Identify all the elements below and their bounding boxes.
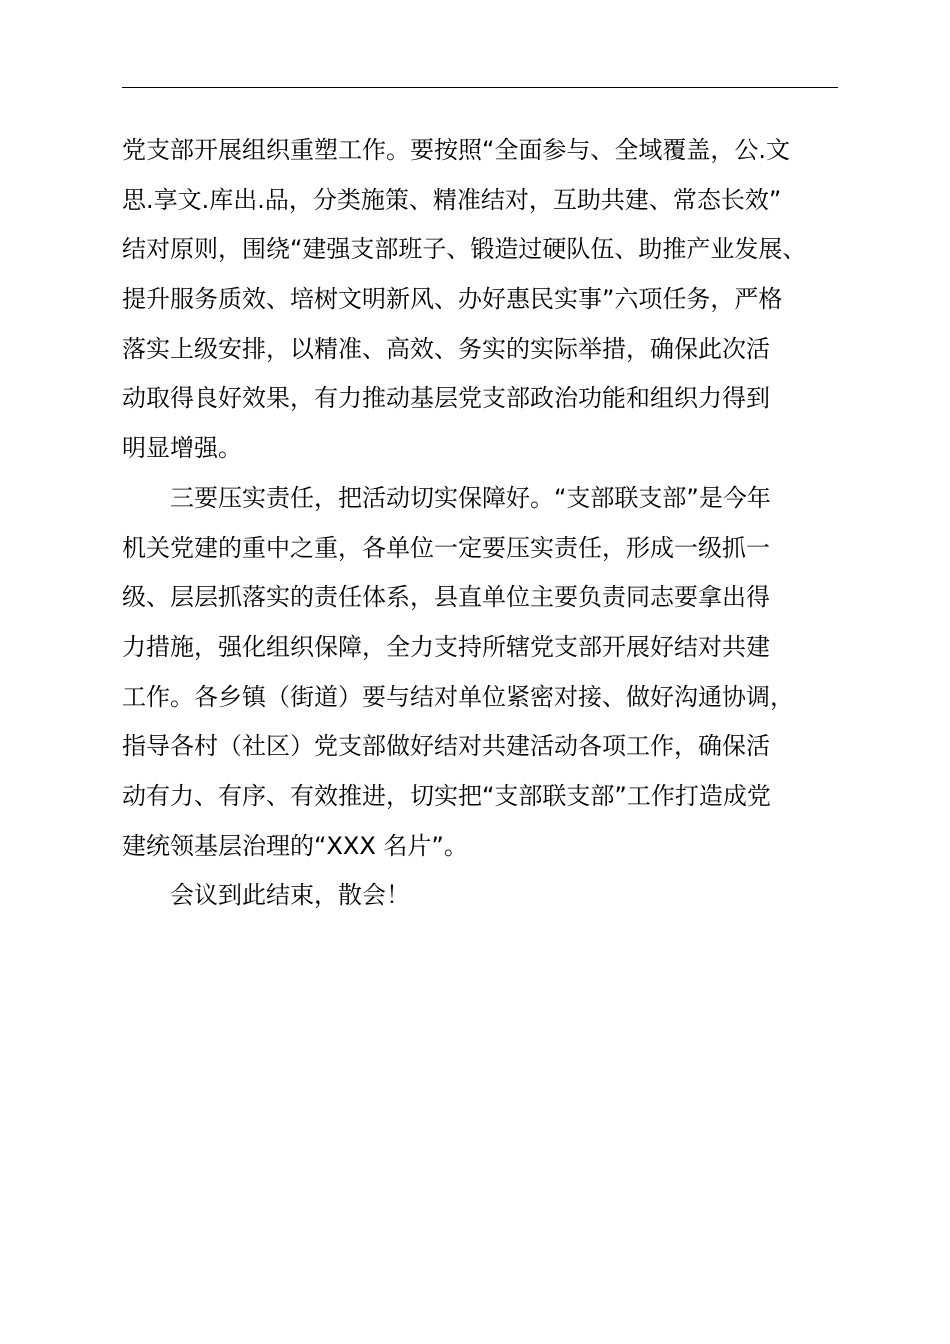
text-line: 指导各村（社区）党支部做好结对共建活动各项工作，确保活 xyxy=(122,732,770,761)
closing-line: 会议到此结束，散会！ xyxy=(170,881,410,910)
text-line: 工作。各乡镇（街道）要与结对单位紧密对接、做好沟通协调， xyxy=(122,682,794,711)
text-line: 机关党建的重中之重，各单位一定要压实责任，形成一级抓一 xyxy=(122,533,770,562)
text-line: 落实上级安排，以精准、高效、务实的实际举措，确保此次活 xyxy=(122,334,770,363)
document-body xyxy=(122,126,842,921)
text-line: 思.享文.库出.品，分类施策、精准结对，互助共建、常态长效” xyxy=(122,185,782,214)
text-line: 提升服务质效、培树文明新风、办好惠民实事”六项任务，严格 xyxy=(122,285,783,314)
text-line: 建统领基层治理的“XXX 名片”。 xyxy=(122,831,468,860)
text-line: 力措施，强化组织保障，全力支持所辖党支部开展好结对共建 xyxy=(122,632,770,661)
text-line: 党支部开展组织重塑工作。要按照“全面参与、全域覆盖，公.文 xyxy=(122,136,791,164)
text-line: 明显增强。 xyxy=(122,434,242,463)
header-rule xyxy=(122,87,838,88)
paragraph-start-line: 三要压实责任，把活动切实保障好。“支部联支部”是今年 xyxy=(170,483,771,512)
text-line: 级、层层抓落实的责任体系，县直单位主要负责同志要拿出得 xyxy=(122,583,770,612)
text-line: 结对原则，围绕“建强支部班子、锻造过硬队伍、助推产业发展、 xyxy=(122,235,807,264)
text-line: 动有力、有序、有效推进，切实把“支部联支部”工作打造成党 xyxy=(122,781,771,810)
text-line: 动取得良好效果，有力推动基层党支部政治功能和组织力得到 xyxy=(122,384,770,413)
